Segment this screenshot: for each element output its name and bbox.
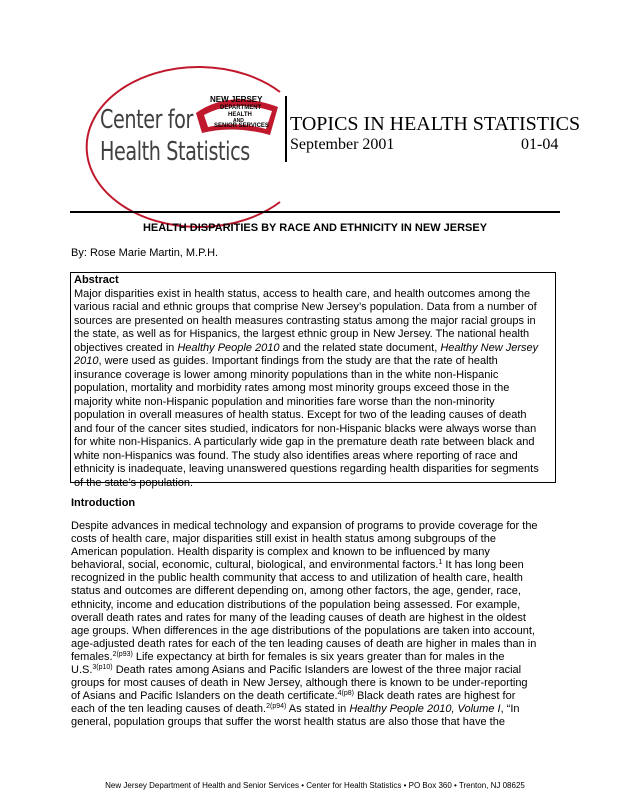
abstract-box	[70, 272, 556, 489]
intro-line: age groups. When differences in the age distributions of the populations are taken into account,	[71, 624, 535, 637]
intro-line: groups for most causes of death in New Jersey, although there is known to be under-reporting	[71, 677, 528, 690]
intro-line: ethnicity, income and education distributions of the population being assessed. For example,	[71, 598, 521, 611]
intro-line: of Asians and Pacific Islanders on the death certificate.$^{4(p8)}$ Black death rates are highest for	[71, 690, 516, 703]
abstract-line: sources are presented on health measures contrasting status among the major racial groups in	[74, 314, 536, 327]
issue-date: September 2001	[290, 136, 395, 153]
issue-number: 01-04	[521, 136, 559, 153]
header-rule	[70, 211, 560, 213]
intro-line: age-adjusted death rates for each of the ten leading causes of death are higher in males than in	[71, 637, 537, 650]
byline: By: Rose Marie Martin, M.P.H.	[71, 247, 219, 259]
department-seal-logo	[190, 91, 282, 141]
abstract-line: 2010, were used as guides. Important findings from the study are that the rate of health	[74, 355, 498, 367]
seal-line-5: SENIOR SERVICES	[214, 123, 269, 129]
footnote-ref: 2(p94)	[266, 703, 287, 711]
citation-healthy-people-2010: Healthy People 2010	[177, 341, 280, 354]
intro-line: status and outcomes are different depending on, among other factors, the age, gender, race,	[71, 585, 521, 598]
introduction-heading: Introduction	[71, 497, 136, 509]
introduction-body	[71, 520, 557, 730]
intro-line: recognized in the public health community that access to and utilization of health care, health	[71, 572, 523, 585]
intro-line: U.S.$^{3(p10)}$ Death rates among Asians and Pacific Islanders are lowest of the three major racial	[71, 664, 522, 677]
report-title: HEALTH DISPARITIES BY RACE AND ETHNICITY IN NEW JERSEY	[142, 222, 488, 234]
logo-line-2: Health Statistics	[100, 137, 250, 167]
intro-line: females.$^{2(p93)}$ Life expectancy at birth for females is six years greater than for males in the	[71, 650, 505, 663]
intro-line: behavioral, social, economic, cultural, biological, and environmental factors.$^1$ It has long been	[71, 559, 524, 572]
intro-line: overall death rates and rates for many of the leading causes of death are highest in the oldest	[71, 611, 526, 624]
footnote-ref: 2(p93)	[112, 650, 133, 658]
abstract-line: the state, as well as for Hispanics, the largest ethnic group in New Jersey. The national health	[74, 328, 530, 340]
abstract-line: of the state’s population.	[74, 476, 194, 489]
header-divider	[285, 96, 287, 162]
abstract-heading: Abstract	[74, 274, 119, 286]
abstract-line: objectives created in Healthy People 2010 and the related state document, Healthy New Jersey	[74, 341, 539, 354]
seal-line-2: DEPARTMENT	[220, 105, 262, 111]
footnote-ref: 4(p8)	[337, 690, 354, 698]
abstract-line: for white non-Hispanics. A particularly wide gap in the premature death rate between black and	[74, 436, 535, 448]
seal-line-4: AND	[233, 118, 244, 124]
footnote-ref: 3(p10)	[92, 664, 113, 672]
page-footer: New Jersey Department of Health and Senior Services • Center for Health Statistics • PO Box 360 • Trenton, NJ 08625	[105, 781, 525, 790]
abstract-line: various racial and ethnic groups that comprise New Jersey’s population. Data from a number of	[74, 301, 537, 313]
abstract-line: population, mortality and morbidity rates among most minority groups exceed those in the	[74, 382, 510, 394]
abstract-line: and four of the cancer sites studied, indicators for non-Hispanic blacks were always worse than	[74, 422, 537, 435]
seal-line-1: NEW JERSEY	[210, 95, 263, 104]
abstract-line: Major disparities exist in health status, access to health care, and health outcomes among the	[74, 287, 531, 300]
intro-line: each of the ten leading causes of death.$^{2(p94)}$ As stated in Healthy People 2010, Volume I, “In	[71, 703, 520, 716]
citation-healthy-new-jersey: Healthy New Jersey	[440, 341, 539, 354]
abstract-line: majority white non-Hispanic population and minorities fare worse than the non-minority	[74, 395, 495, 408]
footnote-ref: 1	[438, 559, 443, 567]
abstract-line: ethnicity is inadequate, leaving unanswered questions regarding health disparities for segments	[74, 463, 539, 475]
intro-line: general, population groups that suffer the worst health status are also those that have the	[71, 716, 505, 729]
intro-line: Despite advances in medical technology and expansion of programs to provide coverage for the	[71, 520, 538, 532]
abstract-line: white non-Hispanics was found. The study also identifies areas where reporting of race and	[74, 449, 518, 462]
abstract-line: population in overall measures of health status. Except for two of the leading causes of death	[74, 409, 527, 421]
series-title: TOPICS IN HEALTH STATISTICS	[290, 113, 581, 135]
citation-healthy-people-volume-1: Healthy People 2010, Volume I	[349, 703, 501, 716]
logo-line-1: Center for	[100, 105, 193, 135]
seal-line-3: HEALTH	[228, 112, 252, 118]
intro-line: costs of health care, major disparities still exist in health status among subgroups of the	[71, 533, 496, 546]
intro-line: American population. Health disparity is complex and known to be influenced by many	[71, 546, 490, 559]
abstract-line: insurance coverage is lower among minority populations than in the white non-Hispanic	[74, 368, 499, 381]
